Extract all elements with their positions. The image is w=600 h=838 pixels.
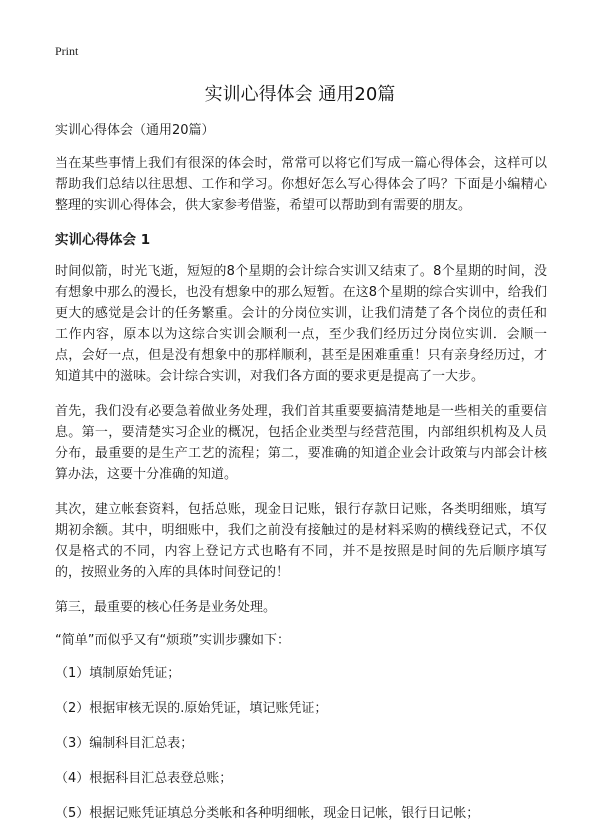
step-item: （4）根据科目汇总表登总账； [55,771,233,786]
step-item: （1）填制原始凭证； [55,666,181,681]
step-item: （5）根据记账凭证填总分类帐和各种明细帐，现金日记帐，银行日记帐； [55,806,480,821]
intro-paragraph: 当在某些事情上我们有很深的体会时，常常可以将它们写成一篇心得体会，这样可以帮助我们总结以往思想、工作和学习。你想好怎么写心得体会了吗？下面是小编精心整理的实训心得体会，供大家参考借鉴，希望可以帮助到有需要的朋友。 [55,156,547,213]
document-subtitle: 实训心得体会（通用20篇） [55,123,215,138]
step-item: （2）根据审核无误的.原始凭证，填记账凭证； [55,701,328,716]
document-body [55,120,547,838]
step-item: （3）编制科目汇总表； [55,736,194,751]
document-title: 实训心得体会 通用20篇 [204,84,396,105]
paragraph-4: 第三，最重要的核心任务是业务处理。 [55,600,277,615]
print-link[interactable]: Print [55,44,79,58]
paragraph-2: 首先，我们没有必要急着做业务处理，我们首其重要要搞清楚地是一些相关的重要信息。第一，要清楚实习企业的概况，包括企业类型与经营范围，内部组织机构及人员分布，最重要的是生产工艺的流程；第二，要准确的知道企业会计政策与内部会计核算办法，这要十分准确的知道。 [55,404,547,482]
paragraph-3: 其次，建立帐套资料，包括总账，现金日记账，银行存款日记账，各类明细账，填写期初余额。其中，明细账中，我们之前没有接触过的是材料采购的横线登记式，不仅仅是格式的不同，内容上登记方式也略有不同，并不是按照是时间的先后顺序填写的，按照业务的入库的具体时间登记的！ [55,502,547,580]
paragraph-1: 时间似箭，时光飞逝，短短的8个星期的会计综合实训又结束了。8个星期的时间，没有想象中那么的漫长，也没有想象中的那么短暂。在这8个星期的综合实训中，给我们更大的感觉是会计的任务繁重。会计的分岗位实训，让我们清楚了各个岗位的责任和工作内容，原本以为这综合实训会顺利一点，至少我们经历过分岗位实训．会顺一点，会好一点，但是没有想象中的那样顺利，甚至是困难重重！只有亲身经历过，才知道其中的滋味。会计综合实训，对我们各方面的要求更是提高了一大步。 [55,264,547,384]
paragraph-5: “简单”而似乎又有“烦琐”实训步骤如下： [55,633,290,648]
section-heading: 实训心得体会 1 [55,232,151,248]
